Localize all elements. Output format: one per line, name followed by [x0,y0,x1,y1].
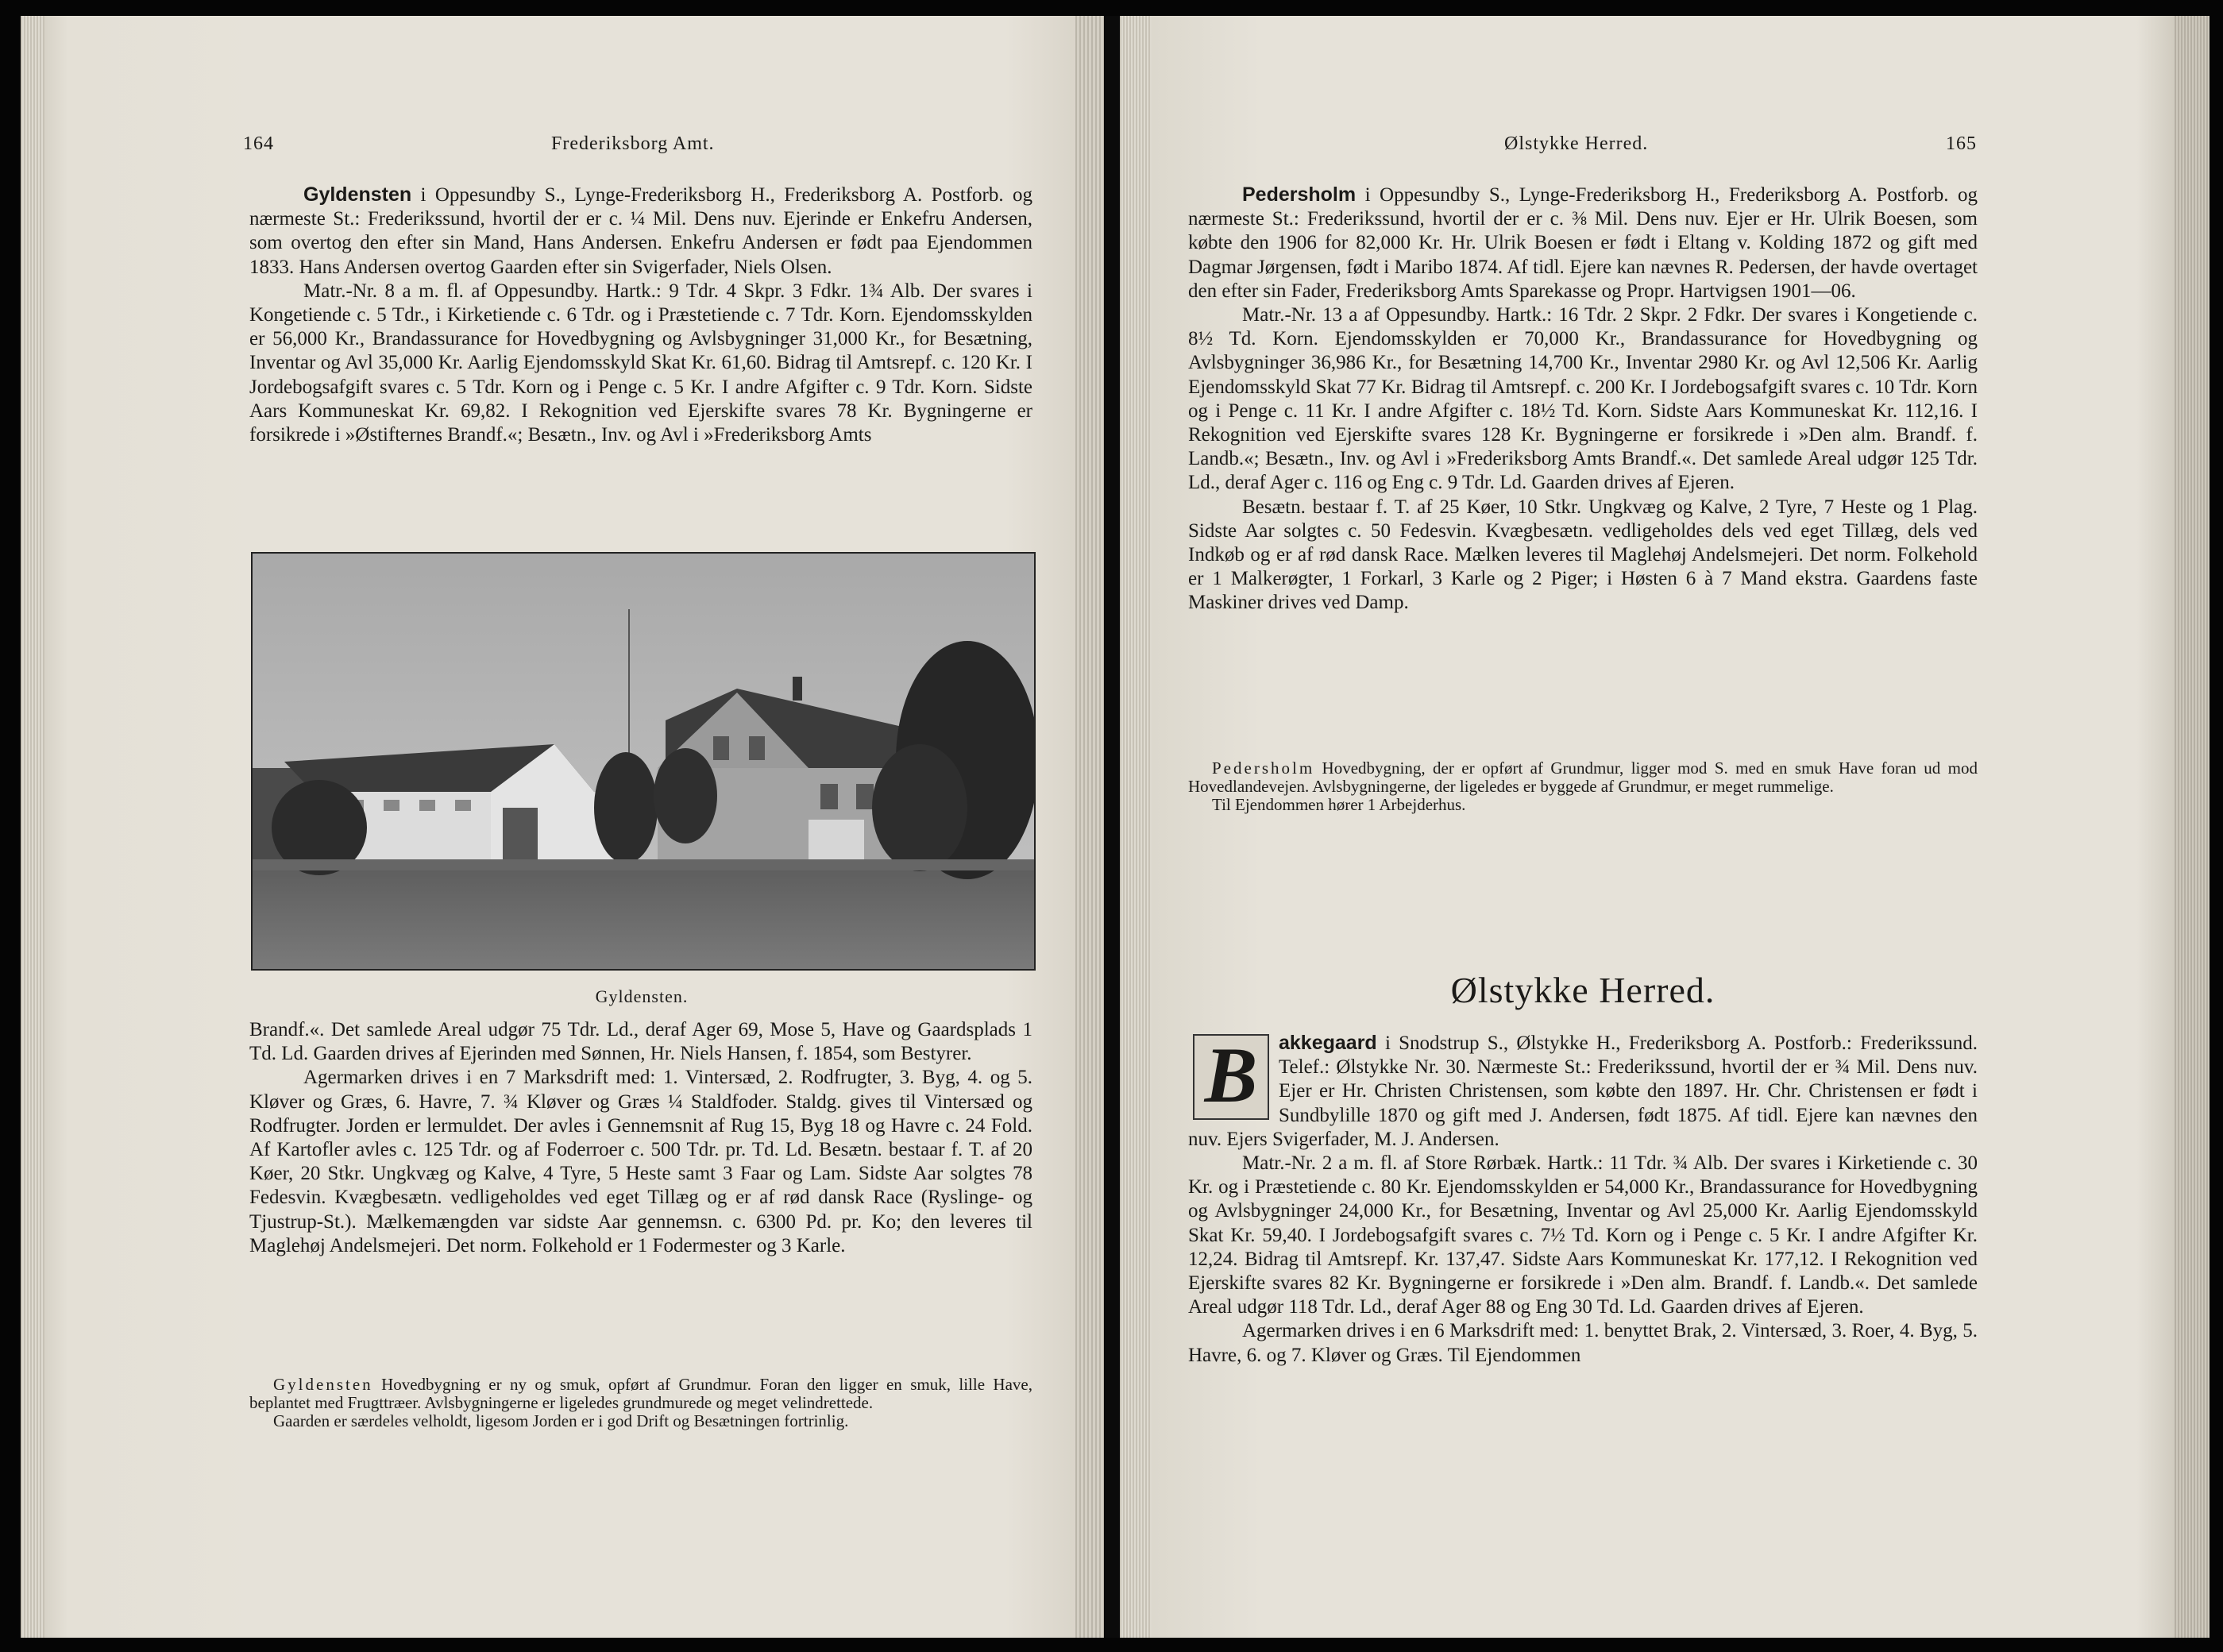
pedersholm-entry [1188,183,1978,616]
right-page-fore-edge [2175,16,2209,1638]
left-page-edge [21,16,44,1638]
pedersholm-small-name: Pedersholm [1212,758,1315,778]
bakkegaard-entry [1188,1031,1978,1368]
pedersholm-paragraph-3: Besætn. bestaar f. T. af 25 Køer, 10 Stkr. Ungkvæg og Kalve, 2 Tyre, 7 Heste og 1 Plag. Sidste Aar solgtes c. 50 Fedesvin. Kvægbesætn. vedligeholdes dels ved eget Tillæg, dels ved Indkøb og er af rød dansk Race. Mælken leveres til Maglehøj Andelsmejeri. Det norm. Folkehold er 1 Malkerøgter, 1 Forkarl, 3 Karle og 2 Piger; i Høsten 6 à 7 Mand ekstra. Gaardens faste Maskiner drives ved Damp. [1188,496,1978,614]
page-number-right: 165 [1946,133,1977,154]
book-spine-gap [1104,16,1120,1638]
running-head-left: Frederiksborg Amt. [551,133,715,154]
pedersholm-small-note [1188,759,1978,814]
right-page-gutter [1120,16,1152,1638]
page-number-left: 164 [243,133,274,154]
pedersholm-small-paragraph-1: Hovedbygning, der er opført af Grundmur, ligger mod S. med en smuk Have foran ud mod Hovedlandevejen. Avlsbygningerne, der ligeledes er byggede af Grundmur, er meget rummelige. [1188,758,1978,796]
gyldensten-continuation [249,1018,1032,1258]
gyldensten-paragraph-4: Agermarken drives i en 7 Marksdrift med: 1. Vintersæd, 2. Rodfrugter, 3. Byg, 4. og 5. Kløver og Græs, 6. Havre, 7. ¾ Kløver og Græs ¼ Staldfoder. Staldg. gives til Vintersæd og Rodfrugter. Jorden er lermuldet. Der avles i Gennemsnit af Rug 15, Byg 18 og Havre c. 24 Fold. Af Kartofler avles c. 125 Tdr. og af Foderroer c. 500 Tdr. pr. Td. Ld. Besætn. bestaar f. T. af 20 Køer, 20 Stkr. Ungkvæg og Kalve, 4 Tyre, 5 Heste samt 3 Faar og Lam. Sidste Aar solgtes 78 Fedesvin. Kvægbesætn. vedligeholdes ved eget Tillæg og er af rød dansk Race (Ryslinge- og Tjustrup-St.). Mælkemængden var sidste Aar gennemsn. c. 6300 Pd. pr. Ko; den leveres til Maglehøj Andelsmejeri. Det norm. Folkehold er 1 Fodermester og 3 Karle. [249,1067,1032,1256]
bakkegaard-paragraph-1: i Snodstrup S., Ølstykke H., Frederiksborg A. Postforb.: Frederikssund. Telef.: Ølstykke Nr. 30. Nærmeste St.: Frederikssund, hvortil der er ¾ Mil. Dens nuv. Ejer er Hr. Christen Christensen, som købte den 1897. Hr. Chr. Christensen er født i Sundbylille 1870 og gift med J. Andersen, født 1875. Af tidl. Ejere kan nævnes den nuv. Ejers Svigerfader, M. J. Andersen. [1188,1032,1978,1150]
gyldensten-small-paragraph-1: Hovedbygning er ny og smuk, opført af Grundmur. Foran den ligger en smuk, lille Have, beplantet med Frugttræer. Avlsbygningerne er ligeledes grundmurede og meget velindrettede. [249,1375,1032,1412]
gyldensten-small-paragraph-2: Gaarden er særdeles velholdt, ligesom Jorden er i god Drift og Besætningen fortrinlig. [273,1411,849,1430]
pedersholm-name: Pedersholm [1242,183,1357,206]
section-title: Ølstykke Herred. [1450,970,1715,1010]
dropcap-letter: B [1193,1034,1269,1120]
pedersholm-paragraph-1: i Oppesundby S., Lynge-Frederiksborg H., Frederiksborg A. Postforb. og nærmeste St.: Frederikssund, hvortil der er c. ⅜ Mil. Dens nuv. Ejer er Hr. Ulrik Boesen, som købte den 1906 for 82,000 Kr. Hr. Ulrik Boesen er født i Eltang v. Kolding 1872 og gift med Dagmar Jørgensen, født i Maribo 1874. Af tidl. Ejere kan nævnes R. Pedersen, der havde overtaget den efter sin Fader, Frederiksborg Amts Sparekasse og Propr. Hartvigsen 1901—06. [1188,184,1978,302]
gyldensten-small-name: Gyldensten [273,1375,373,1394]
pedersholm-paragraph-2: Matr.-Nr. 13 a af Oppesundby. Hartk.: 16 Tdr. 2 Skpr. 2 Fdkr. Der svares i Kongetiende c. 8½ Td. Korn. Ejendomsskylden er 70,000 Kr., Brandassurance for Hovedbygning og Avlsbygninger 36,986 Kr., for Besætning 14,700 Kr., Inventar 2980 Kr. og Avl 12,506 Kr. Aarlig Ejendomsskyld Skat 77 Kr. Bidrag til Amtsrepf. c. 200 Kr. I Jordebogsafgift svares c. 10 Tdr. Korn og i Penge c. 11 Kr. I andre Afgifter c. 18½ Td. Korn. Sidste Aars Kommuneskat Kr. 112,16. I Rekognition ved Ejerskifte svares 128 Kr. Bygningerne er forsikrede i »Den alm. Brandf. f. Landb.«; Besætn., Inv. og Avl i »Frederiksborg Amts Brandf.«. Det samlede Areal udgør 125 Tdr. Ld., deraf Ager c. 116 og Eng c. 9 Tdr. Ld. Gaarden drives af Ejeren. [1188,304,1978,494]
bakkegaard-name: akkegaard [1279,1032,1377,1054]
farm-photo-illustration [253,554,1034,969]
pedersholm-small-paragraph-2: Til Ejendommen hører 1 Arbejderhus. [1212,795,1466,814]
running-head-right: Ølstykke Herred. [1504,133,1649,154]
gyldensten-paragraph-1: i Oppesundby S., Lynge-Frederiksborg H., Frederiksborg A. Postforb. og nærmeste St.: Frederikssund, hvortil der er c. ¼ Mil. Dens nuv. Ejerinde er Enkefru Andersen, som overtog den efter sin Mand, Hans Andersen. Enkefru Andersen er født paa Ejendommen 1833. Hans Andersen overtog Gaarden efter sin Svigerfader, Niels Olsen. [249,184,1032,278]
bakkegaard-paragraph-3: Agermarken drives i en 6 Marksdrift med: 1. benyttet Brak, 2. Vintersæd, 3. Roer, 4. Byg, 5. Havre, 6. og 7. Kløver og Græs. Til Ejendommen [1188,1320,1978,1366]
photo-caption: Gyldensten. [595,986,689,1006]
gyldensten-small-note [249,1376,1032,1430]
right-page [1120,16,2209,1638]
left-page [21,16,1104,1638]
bakkegaard-paragraph-2: Matr.-Nr. 2 a m. fl. af Store Rørbæk. Hartk.: 11 Tdr. ¾ Alb. Der svares i Kirketiende c. 30 Kr. og i Præstetiende c. 80 Kr. Ejendomsskylden er 54,000 Kr., Brandassurance for Hovedbygning og Avlsbygninger 24,000 Kr., for Besætning, Inventar og Avl 25,000 Kr. Aarlig Ejendomsskyld Skat Kr. 59,40. I Jordebogsafgift svares c. 7½ Td. Korn og i Penge c. 5 Kr. I andre Afgifter Kr. 12,24. Bidrag til Amtsrepf. Kr. 137,47. Sidste Aars Kommuneskat Kr. 177,12. I Rekognition ved Ejerskifte svares 82 Kr. Bygningerne er forsikrede i »Den alm. Brandf. f. Landb.«. Det samlede Areal udgør 118 Tdr. Ld., deraf Ager 88 og Eng 30 Td. Ld. Gaarden drives af Ejeren. [1188,1152,1978,1318]
gyldensten-paragraph-3: Brandf.«. Det samlede Areal udgør 75 Tdr. Ld., deraf Ager 69, Mose 5, Have og Gaardsplads 1 Td. Ld. Gaarden drives af Ejerinden med Sønnen, Hr. Niels Hansen, f. 1854, som Bestyrer. [249,1019,1032,1065]
gyldensten-entry [249,183,1032,447]
gyldensten-name: Gyldensten [303,183,412,206]
gyldensten-paragraph-2: Matr.-Nr. 8 a m. fl. af Oppesundby. Hartk.: 9 Tdr. 4 Skpr. 3 Fdkr. 1¾ Alb. Der svares i Kongetiende c. 5 Tdr., i Kirketiende c. 6 Tdr. og i Præstetiende c. 7 Tdr. Korn. Ejendomsskylden er 56,000 Kr., Brandassurance for Hovedbygning og Avlsbygninger 31,000 Kr., for Besætning, Inventar og Avl 35,000 Kr. Aarlig Ejendomsskyld Skat Kr. 61,60. Bidrag til Amtsrepf. c. 120 Kr. I Jordebogsafgift svares c. 5 Tdr. Korn og i Penge c. 5 Kr. I andre Afgifter c. 9 Tdr. Korn. Sidste Aars Kommuneskat Kr. 69,82. I Rekognition ved Ejerskifte svares 78 Kr. Bygningerne er forsikrede i »Østifternes Brandf.«; Besætn., Inv. og Avl i »Frederiksborg Amts [249,280,1032,446]
left-page-gutter [1075,16,1104,1638]
gyldensten-photo [251,552,1036,971]
